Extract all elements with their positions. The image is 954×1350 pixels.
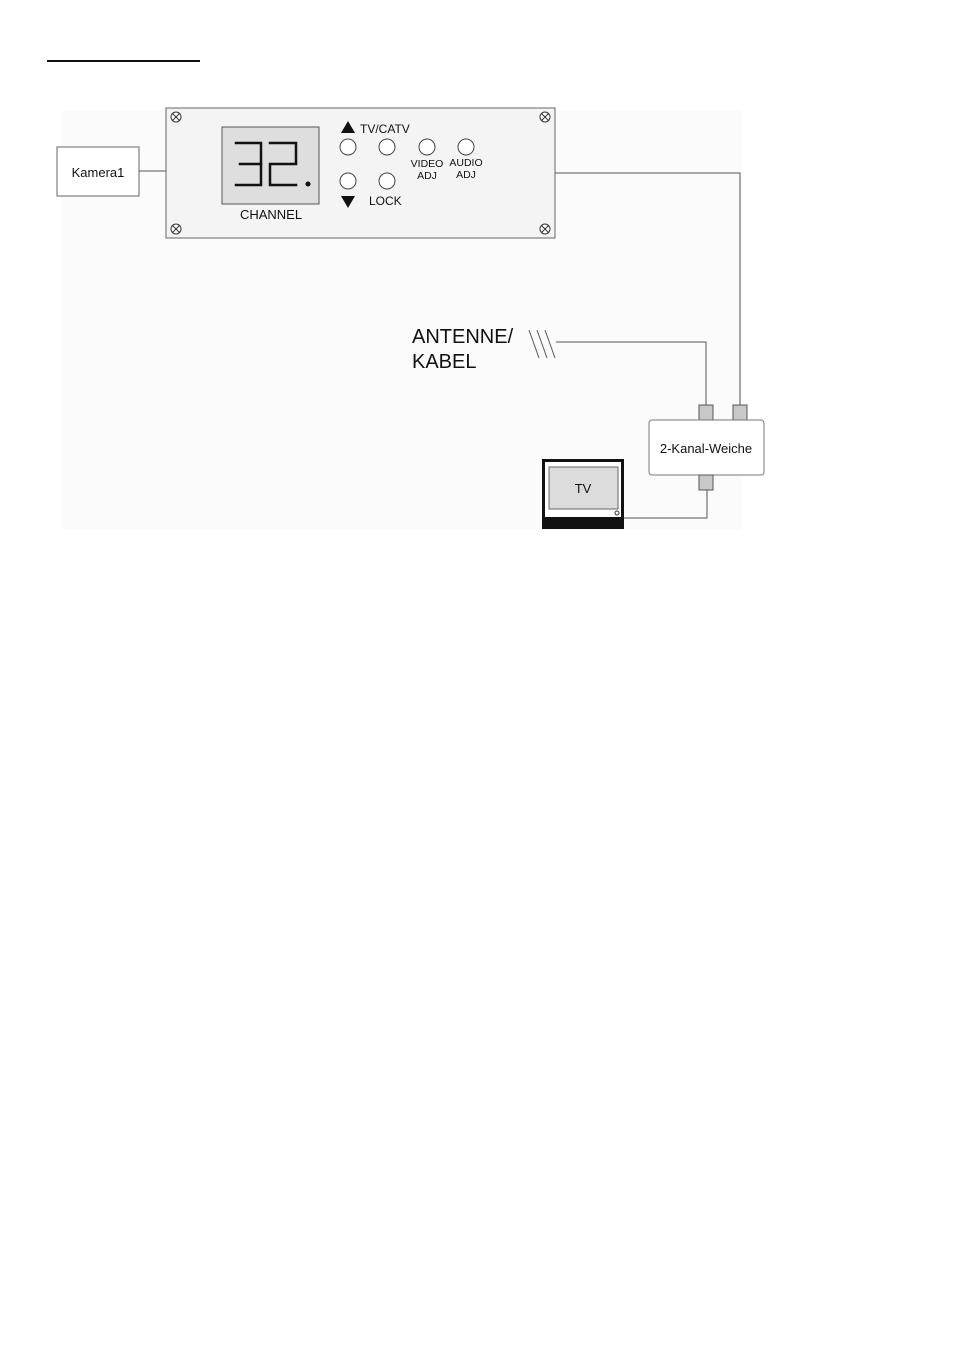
lock-button[interactable]	[379, 173, 395, 189]
screw-icon	[540, 224, 550, 234]
antenna-label-line1: ANTENNE/	[412, 326, 514, 348]
antenna-label-line2: KABEL	[412, 351, 477, 373]
video-adj-button[interactable]	[419, 139, 435, 155]
splitter-input-connector-2	[733, 405, 747, 421]
lock-label: LOCK	[369, 194, 402, 208]
splitter-input-connector-1	[699, 405, 713, 421]
video-adj-label-line1: VIDEO	[410, 158, 444, 170]
tv-catv-button[interactable]	[379, 139, 395, 155]
screw-icon	[171, 224, 181, 234]
splitter-output-connector	[699, 475, 713, 490]
audio-adj-label-line2: ADJ	[456, 169, 476, 181]
decimal-point	[306, 182, 311, 187]
channel-down-button[interactable]	[340, 173, 356, 189]
modulator-panel	[166, 108, 555, 238]
screw-icon	[540, 112, 550, 122]
splitter-label: 2-Kanal-Weiche	[659, 441, 753, 456]
tv-label: TV	[574, 481, 592, 496]
channel-up-button[interactable]	[340, 139, 356, 155]
camera-label: Kamera1	[71, 165, 125, 180]
audio-adj-button[interactable]	[458, 139, 474, 155]
screw-icon	[171, 112, 181, 122]
audio-adj-label-line1: AUDIO	[449, 157, 483, 169]
video-adj-label-line2: ADJ	[417, 170, 437, 182]
tv-catv-label: TV/CATV	[360, 122, 410, 136]
channel-label: CHANNEL	[239, 207, 303, 222]
